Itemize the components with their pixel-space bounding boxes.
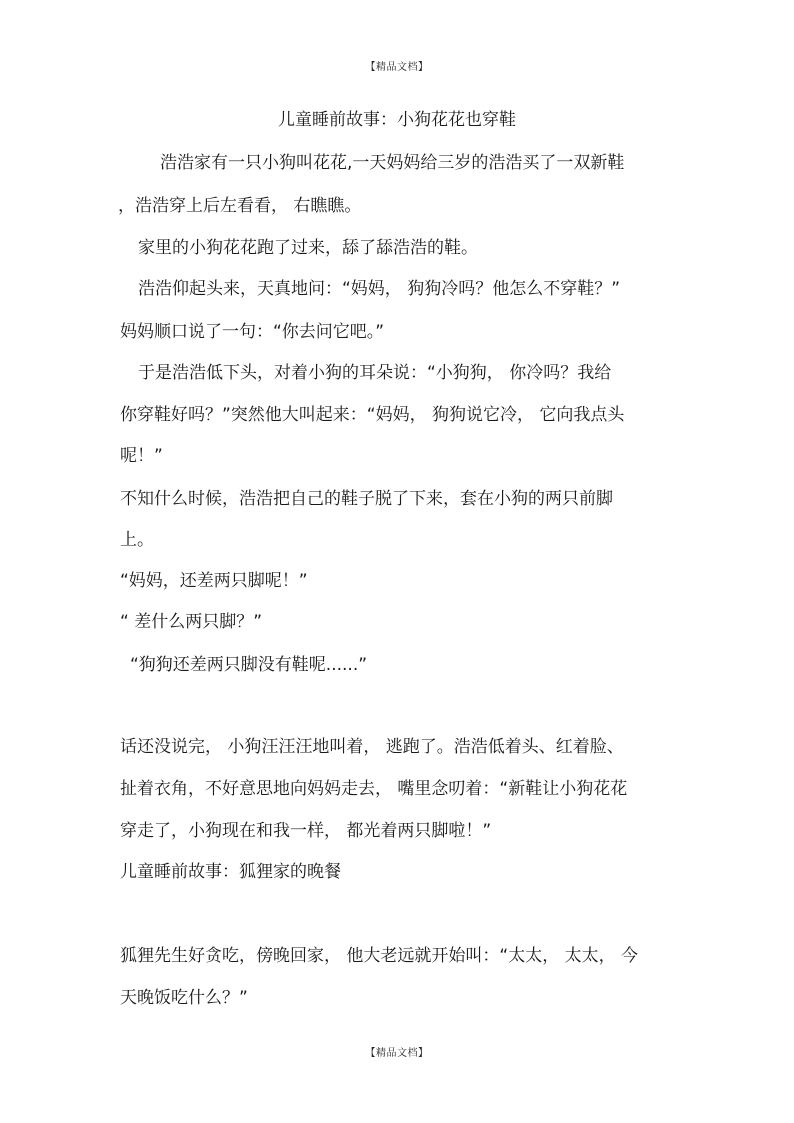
paragraph-line: 狐狸先生好贪吃，傍晚回家， 他大老远就开始叫：“太太， 太太， 今 <box>120 946 639 966</box>
page-footer-mark: 【精品文档】 <box>365 1048 429 1059</box>
paragraph-line: “ 差什么两只脚？” <box>120 612 263 632</box>
paragraph-line: “妈妈，还差两只脚呢！” <box>120 571 308 591</box>
paragraph-line: 浩浩家有一只小狗叫花花,一天妈妈给三岁的浩浩买了一双新鞋 <box>160 153 625 173</box>
story-title: 儿童睡前故事：小狗花花也穿鞋 <box>278 110 516 130</box>
paragraph-line: 呢！” <box>120 446 163 466</box>
paragraph-line: 你穿鞋好吗？”突然他大叫起来：“妈妈， 狗狗说它冷， 它向我点头 <box>120 405 625 425</box>
paragraph-line: 上。 <box>120 530 154 550</box>
page-header-mark: 【精品文档】 <box>365 62 429 73</box>
story-title: 儿童睡前故事：狐狸家的晚餐 <box>120 862 341 882</box>
paragraph-line: ，浩浩穿上后左看看， 右瞧瞧。 <box>118 196 362 216</box>
paragraph-line: 于是浩浩低下头，对着小狗的耳朵说：“小狗狗， 你冷吗？我给 <box>138 363 612 383</box>
paragraph-line: 浩浩仰起头来，天真地问：“妈妈， 狗狗冷吗？他怎么不穿鞋？” <box>138 279 621 299</box>
paragraph-line: 不知什么时候，浩浩把自己的鞋子脱了下来，套在小狗的两只前脚 <box>120 489 613 509</box>
paragraph-line: 妈妈顺口说了一句：“你去问它吧。” <box>120 322 385 342</box>
paragraph-line: “狗狗还差两只脚没有鞋呢......” <box>130 655 368 675</box>
paragraph-line: 扯着衣角，不好意思地向妈妈走去， 嘴里念叨着：“新鞋让小狗花花 <box>120 779 628 799</box>
paragraph-line: 话还没说完， 小狗汪汪汪地叫着， 逃跑了。浩浩低着头、红着脸、 <box>120 737 624 757</box>
paragraph-line: 家里的小狗花花跑了过来，舔了舔浩浩的鞋。 <box>138 238 478 258</box>
paragraph-line: 天晚饭吃什么？” <box>120 988 248 1008</box>
paragraph-line: 穿走了，小狗现在和我一样， 都光着两只脚啦！” <box>120 821 492 841</box>
